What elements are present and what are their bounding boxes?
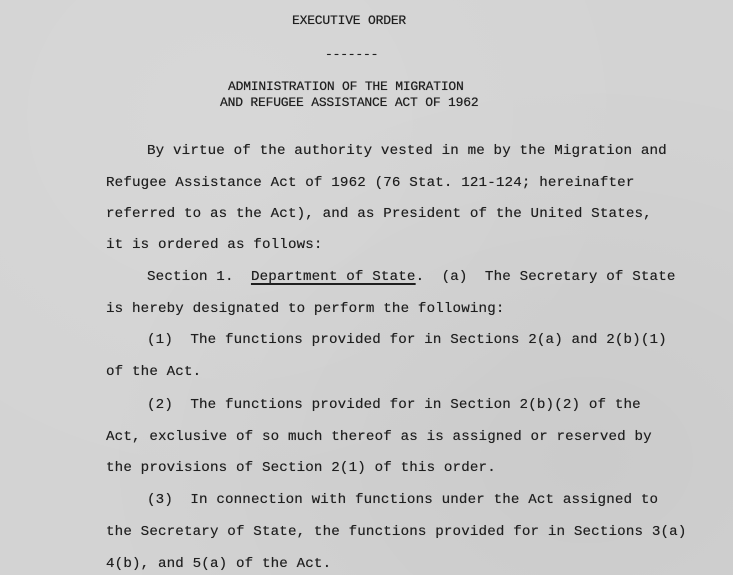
section-1-heading: Department of State	[250, 269, 416, 285]
preamble-line-4: it is ordered as follows:	[106, 237, 323, 253]
item-3-line-1	[147, 492, 658, 508]
item-3-line-2: the Secretary of State, the functions provided for in Sections 3(a)	[106, 524, 687, 540]
item-3-label: (3)	[147, 492, 173, 508]
subsection-a-text: The Secretary of State	[484, 269, 676, 285]
item-1-label: (1)	[147, 332, 173, 348]
section-1-label: Section 1.	[147, 269, 234, 285]
item-3-line-3: 4(b), and 5(a) of the Act.	[106, 556, 332, 572]
item-3-text: In connection with functions under the Act assigned to	[190, 492, 659, 508]
subsection-a-label: (a)	[441, 269, 468, 285]
preamble-line-2: Refugee Assistance Act of 1962 (76 Stat. 121-124; hereinafter	[106, 175, 635, 191]
preamble-line-1: By virtue of the authority vested in me by the Migration and	[147, 143, 667, 159]
item-1-text: The functions provided for in Sections 2(a) and 2(b)(1)	[190, 332, 667, 348]
subsection-a-line-2: is hereby designated to perform the following:	[106, 301, 505, 317]
subtitle-line-2: AND REFUGEE ASSISTANCE ACT OF 1962	[220, 95, 479, 110]
document-title: EXECUTIVE ORDER	[292, 13, 407, 28]
item-2-line-2: Act, exclusive of so much thereof as is assigned or reserved by	[106, 429, 652, 445]
item-1-line-1	[147, 332, 667, 348]
item-2-line-3: the provisions of Section 2(1) of this order.	[106, 460, 496, 476]
title-separator: -------	[325, 47, 379, 62]
item-2-label: (2)	[147, 397, 173, 413]
subtitle-line-1: ADMINISTRATION OF THE MIGRATION	[228, 79, 464, 94]
item-2-line-1	[147, 397, 641, 413]
preamble-line-3: referred to as the Act), and as President of the United States,	[106, 206, 652, 222]
item-2-text: The functions provided for in Section 2(b)(2) of the	[190, 397, 641, 413]
section-1-line	[147, 269, 676, 285]
section-1-heading-period: .	[415, 269, 425, 285]
item-1-line-2: of the Act.	[106, 364, 202, 380]
